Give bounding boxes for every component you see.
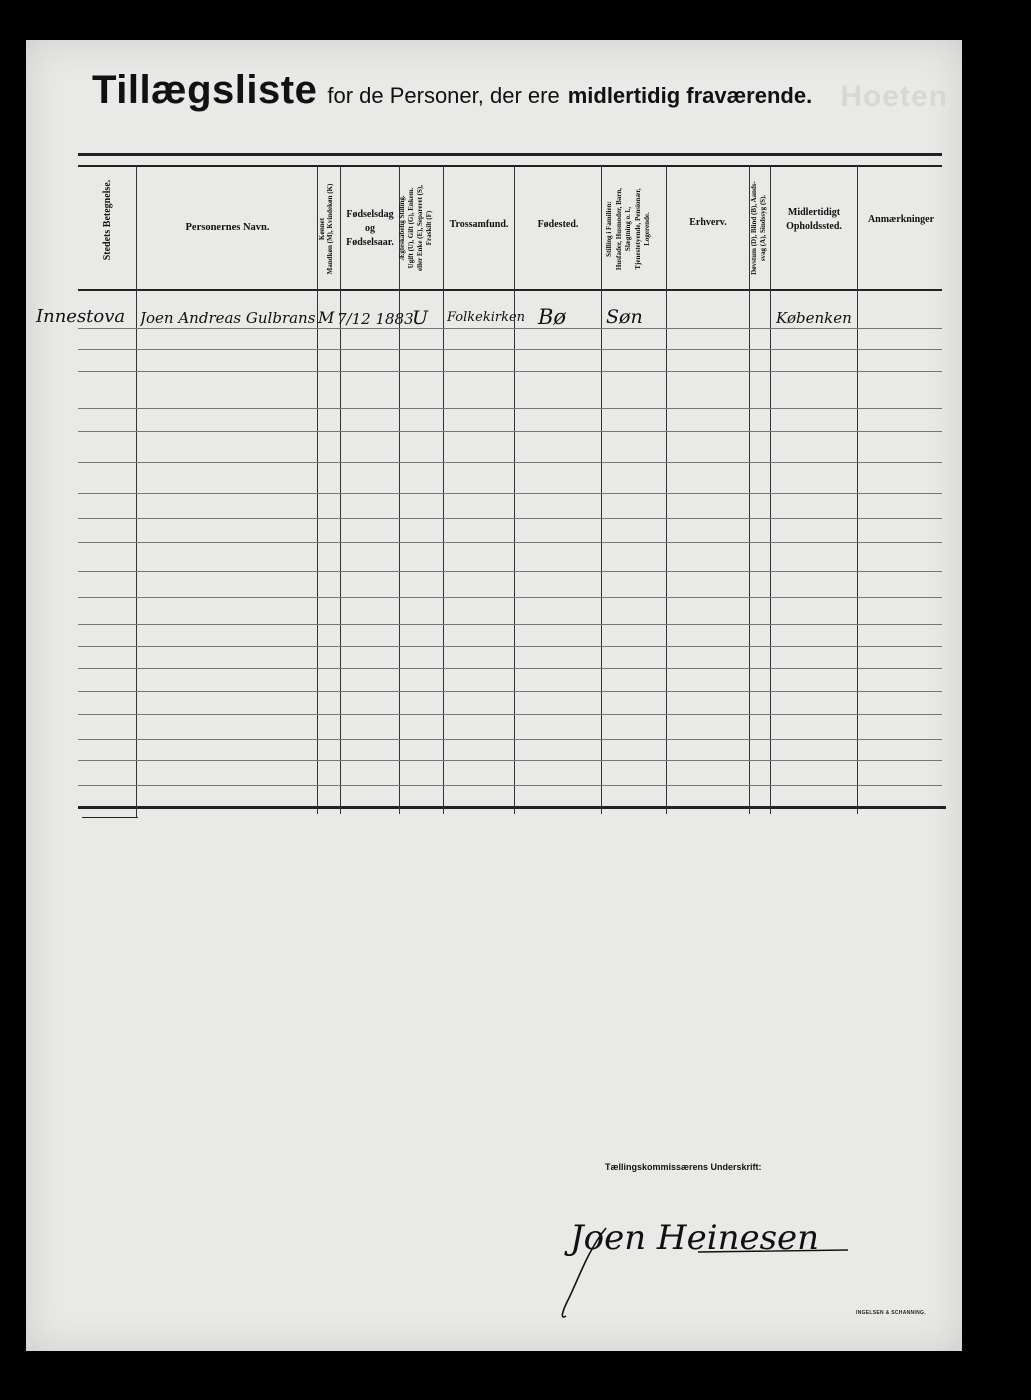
top-rule <box>78 153 942 156</box>
header-erhverv: Erhverv. <box>689 217 727 228</box>
entry-kjonnet: M <box>318 308 335 327</box>
col-line-6 <box>514 166 515 814</box>
col-line-5 <box>443 166 444 814</box>
table-bottom-rule-2 <box>82 817 138 818</box>
header-navn: Personernes Navn. <box>185 222 270 233</box>
bleed-through-heading: Hoeten <box>840 80 948 113</box>
header-stilling: Stilling i Familien: Husfader, Husmoder, Barn, Slægtning o. l., Tjenestetyende, Pensionær, Logerende. <box>605 187 651 271</box>
title-main: Tillægsliste <box>92 68 318 112</box>
header-stedets: Stedets Betegnelse. <box>102 179 113 261</box>
form-title <box>92 68 812 113</box>
col-line-10 <box>770 166 771 814</box>
header-tros: Trossamfund. <box>449 219 509 230</box>
header-top-rule <box>78 165 942 167</box>
col-line-11 <box>857 166 858 814</box>
col-line-3 <box>340 166 341 814</box>
signature: Joen Heinesen <box>570 1218 820 1258</box>
title-sub: for de Personer, der ere <box>327 83 560 108</box>
signature-label: Tællingskommissærens Underskrift: <box>605 1162 762 1172</box>
header-aegteskab: Ægteskabelig Stilling. Ugift (U), Gift (G), Enkem. eller Enke (E), Separeret (S), Fraskilt (F) <box>398 185 433 271</box>
col-line-7 <box>601 166 602 814</box>
entry-stilling: Søn <box>606 306 643 328</box>
header-bottom-rule <box>78 289 942 291</box>
entry-fodselsdag: 7/12 1883 <box>337 310 414 328</box>
entry-midl: Købenken <box>776 309 852 327</box>
entry-tros: Folkekirken <box>447 310 526 325</box>
title-bold: midlertidig fraværende. <box>567 83 813 108</box>
header-fodested: Fødested. <box>537 219 579 230</box>
table-bottom-rule <box>78 806 946 809</box>
entry-stedets: Innestova <box>36 306 126 327</box>
header-dov: Døvstum (D), Blind (B), Aands- svag (A), Sindssyg (S). <box>750 181 767 275</box>
col-line-8 <box>666 166 667 814</box>
header-fodselsdag: Fødselsdag og Fødselsaar. <box>346 209 394 248</box>
printer-mark: INGELSEN & SCHANNING. <box>856 1310 926 1316</box>
entry-aegteskab: U <box>412 307 429 329</box>
entry-navn: Joen Andreas Gulbrans <box>140 309 316 327</box>
header-kjonnet: Kønnet Mandkøn (M), Kvindekøn (K) <box>318 183 334 275</box>
census-form-page <box>26 40 962 1351</box>
header-anm: Anmærkninger <box>867 214 935 225</box>
col-line-1 <box>136 166 137 818</box>
header-midl: Midlertidigt Opholdssted. <box>786 207 842 232</box>
entry-fodested: Bø <box>538 305 567 329</box>
